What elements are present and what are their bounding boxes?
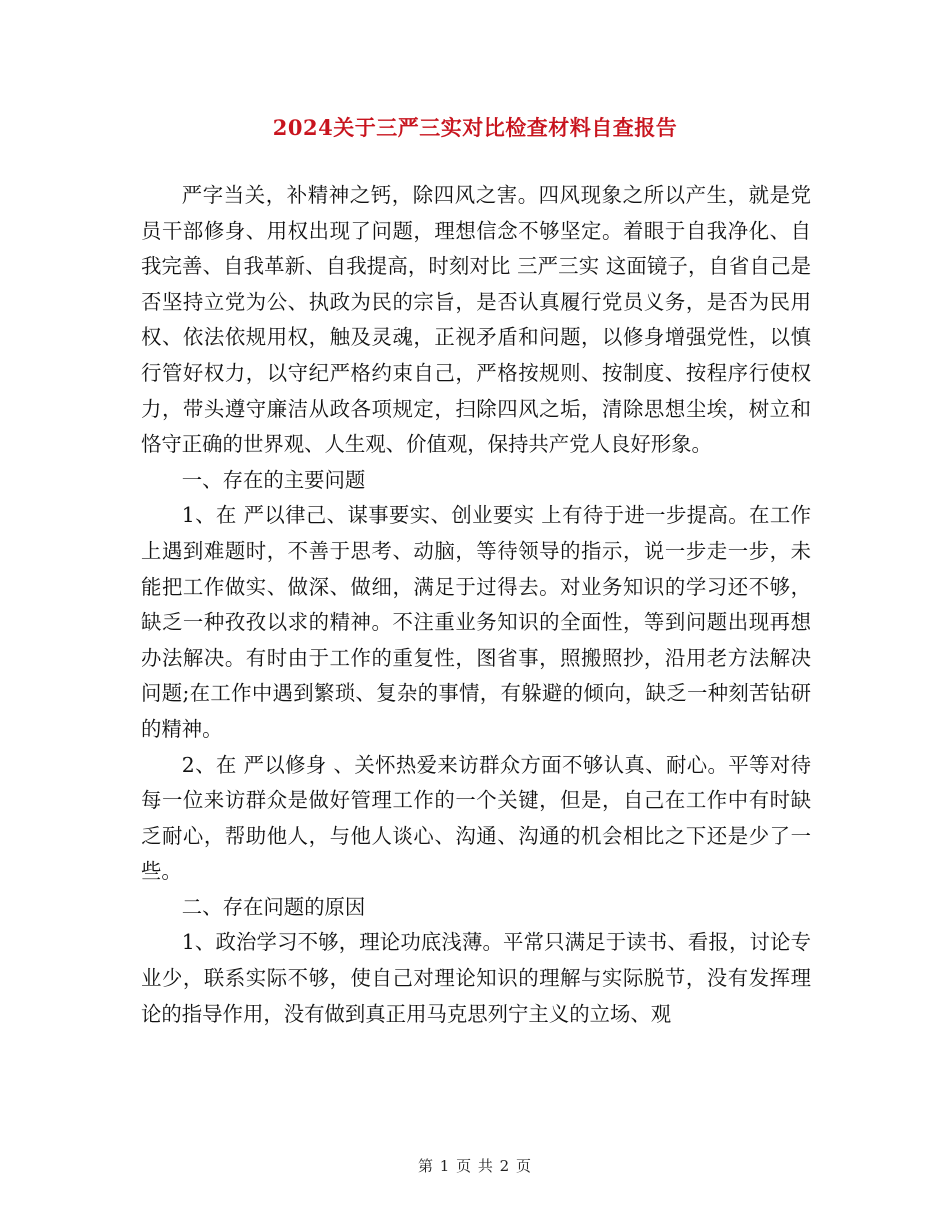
section-heading-main-problems: 一、存在的主要问题 [181, 467, 366, 492]
page-number-footer: 第 1 页 共 2 页 [418, 1157, 532, 1175]
problem-paragraph-1: 1、在 严以律己、谋事要实、创业要实 上有待于进一步提高。在工作上遇到难题时，不善于思考、动脑，等待领导的指示，说一步走一步，未能把工作做实、做深、做细，满足于过得去。对业务知识的学习还不够，缺乏一种孜孜以求的精神。不注重业务知识的全面性，等到问题出现再想办法解决。有时由于工作的重复性，图省事，照搬照抄，沿用老方法解决问题;在工作中遇到繁琐、复杂的事情，有躲避的倾向，缺乏一种刻苦钻研的精神。 [141, 503, 811, 741]
document-title: 2024关于三严三实对比检查材料自查报告 [272, 115, 678, 140]
intro-paragraph: 严字当关，补精神之钙，除四风之害。四风现象之所以产生，就是党员干部修身、用权出现了问题，理想信念不够坚定。着眼于自我净化、自我完善、自我革新、自我提高，时刻对比 三严三实 这面镜子，自省自己是否坚持立党为公、执政为民的宗旨，是否认真履行党员义务，是否为民用权、依法依规用权，触及灵魂，正视矛盾和问题，以修身增强党性，以慎行管好权力，以守纪严格约束自己，严格按规则、按制度、按程序行使权力，带头遵守廉洁从政各项规定，扫除四风之垢，清除思想尘埃，树立和恪守正确的世界观、人生观、价值观，保持共产党人良好形象。 [141, 183, 811, 457]
problem-paragraph-2: 2、在 严以修身 、关怀热爱来访群众方面不够认真、耐心。平等对待每一位来访群众是做好管理工作的一个关键，但是，自己在工作中有时缺乏耐心，帮助他人，与他人谈心、沟通、沟通的机会相比之下还是少了一些。 [141, 752, 811, 884]
cause-paragraph-1: 1、政治学习不够，理论功底浅薄。平常只满足于读书、看报，讨论专业少，联系实际不够，使自己对理论知识的理解与实际脱节，没有发挥理论的指导作用，没有做到真正用马克思列宁主义的立场、观 [141, 930, 811, 1026]
document-body [141, 178, 811, 1032]
section-heading-causes: 二、存在问题的原因 [181, 894, 366, 919]
